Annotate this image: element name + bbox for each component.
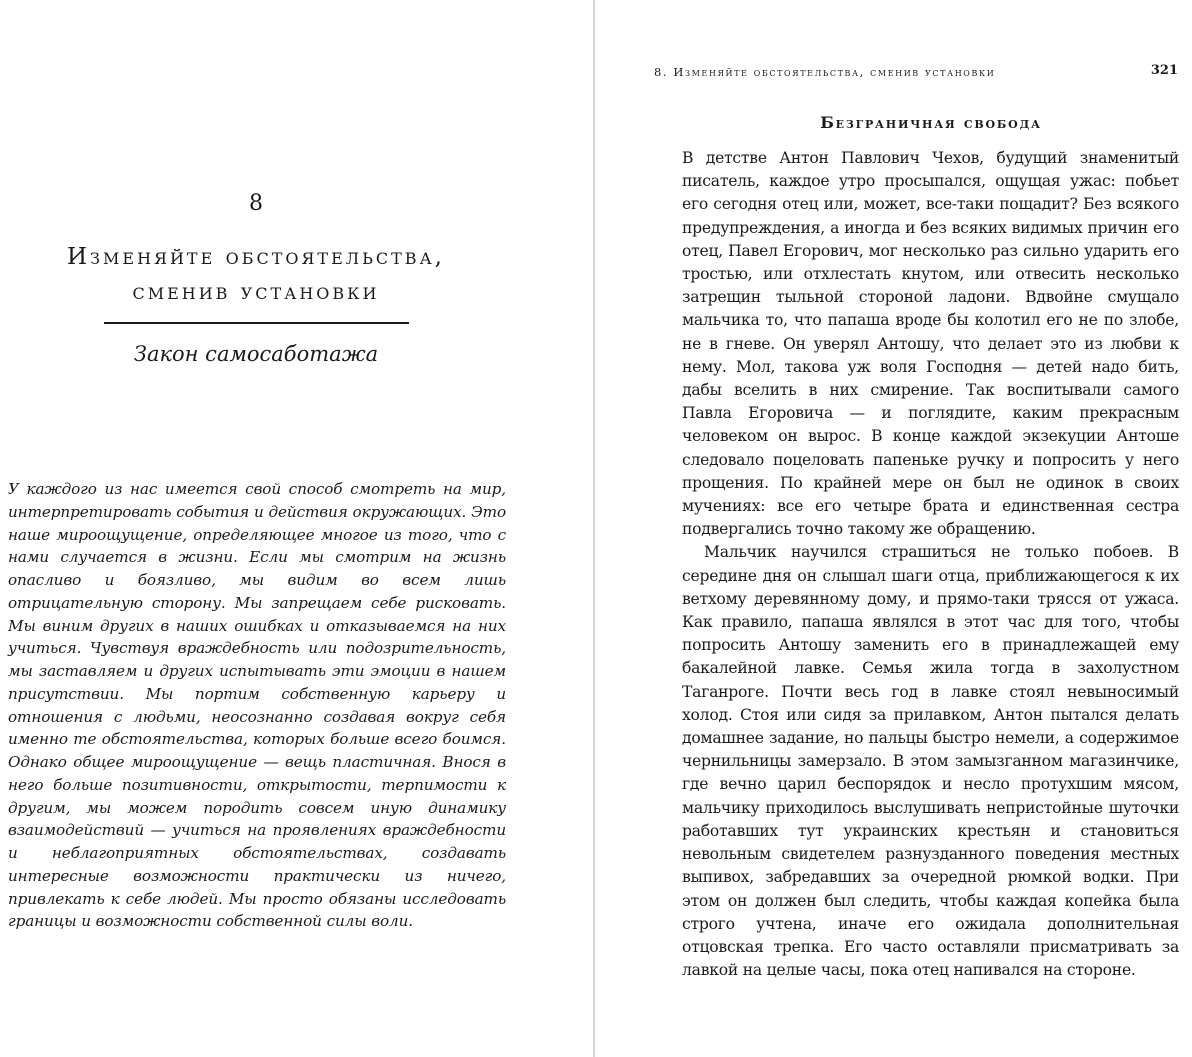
right-page	[595, 0, 1192, 1057]
paragraph-2: Мальчик научился страшиться не только побоев. В середине дня он слышал шаги отца, приближающегося к их ветхому деревянному дому, и прямо-таки трясся от ужаса. Как правило, папаша являлся в этот час для того, чтобы попросить Антошу заменить его в принадлежащей ему бакалейной лавке. Семья жила тогда в захолустном Таганроге. Почти весь год в лавке стоял невыносимый холод. Стоя или сидя за прилавком, Антон пытался делать домашнее задание, но пальцы быстро немели, а содержимое чернильницы замерзало. В этом замызганном магазинчике, где вечно царил беспорядок и несло протухшим мясом, мальчику приходилось выслушивать непристойные шуточки работавших тут украинских крестьян и становиться невольным свидетелем разнузданного поведения местных выпивох, забредавших за очередной рюмкой водки. При этом он должен был следить, чтобы каждая копейка была строго учтена, иначе его ожидала дополнительная отцовская трепка. Его часто оставляли присматривать за лавкой на целые часы, пока отец напивался на стороне.	[682, 543, 1179, 980]
chapter-title	[0, 240, 512, 310]
paragraph-1: В детстве Антон Павлович Чехов, будущий знаменитый писатель, каждое утро просыпался, ощущая ужас: побьет его сегодня отец или, может, все-таки пощадит? Без всякого предупреждения, а иногда и без всяких видимых причин его отец, Павел Егорович, мог несколько раз сильно ударить его тростью, или отхлестать кнутом, или отвесить несколько затрещин тыльной стороной ладони. Вдвойне смущало мальчика то, что папаша вроде бы колотил его не по злобе, не в гневе. Он уверял Антошу, что делает это из любви к нему. Мол, такова уж воля Господня — детей надо бить, дабы вселить в них смирение. Так воспитывали самого Павла Егоровича — и поглядите, каким прекрасным человеком он вырос. В конце каждой экзекуции Антоше следовало поцеловать папеньке ручку и попросить у него прощения. По крайней мере он был не одинок в своих мучениях: все его четыре брата и единственная сестра подвергались точно такому же обращению.	[682, 149, 1179, 539]
page-number: 321	[1150, 63, 1178, 78]
body-text	[682, 147, 1179, 982]
left-page	[0, 0, 593, 1057]
chapter-subtitle: Закон самосаботажа	[133, 342, 379, 366]
chapter-epigraph: У каждого из нас имеется свой способ смотреть на мир, интерпретировать события и действия окружающих. Это наше мироощущение, определяющее многое из того, что с нами случается в жизни. Если мы смотрим на жизнь опасливо и боязливо, мы видим во всем лишь отрицательную сторону. Мы запрещаем себе рисковать. Мы виним других в наших ошибках и отказываемся на них учиться. Чувствуя враждебность или подозрительность, мы заставляем и других испытывать эти эмоции в нашем присутствии. Мы портим собственную карьеру и отношения с людьми, неосознанно создавая вокруг себя именно те обстоятельства, которых больше всего боимся. Однако общее мироощущение — вещь пластичная. Внося в него больше позитивности, открытости, терпимости к другим, мы можем породить совсем иную динамику взаимодействий — учиться на проявлениях враждебности и неблагоприятных обстоятельствах, создавать интересные возможности практически из ничего, привлекать к себе людей. Мы просто обязаны исследовать границы и возможности собственной силы воли.	[8, 480, 506, 931]
chapter-title-line-2: сменив установки	[132, 279, 380, 305]
section-title: Безграничная свобода	[820, 113, 1042, 132]
chapter-number: 8	[249, 191, 263, 216]
chapter-title-rule	[104, 322, 409, 324]
chapter-title-line-1: Изменяйте обстоятельства,	[67, 244, 445, 270]
running-head: 8. Изменяйте обстоятельства, сменив установки	[654, 65, 996, 79]
